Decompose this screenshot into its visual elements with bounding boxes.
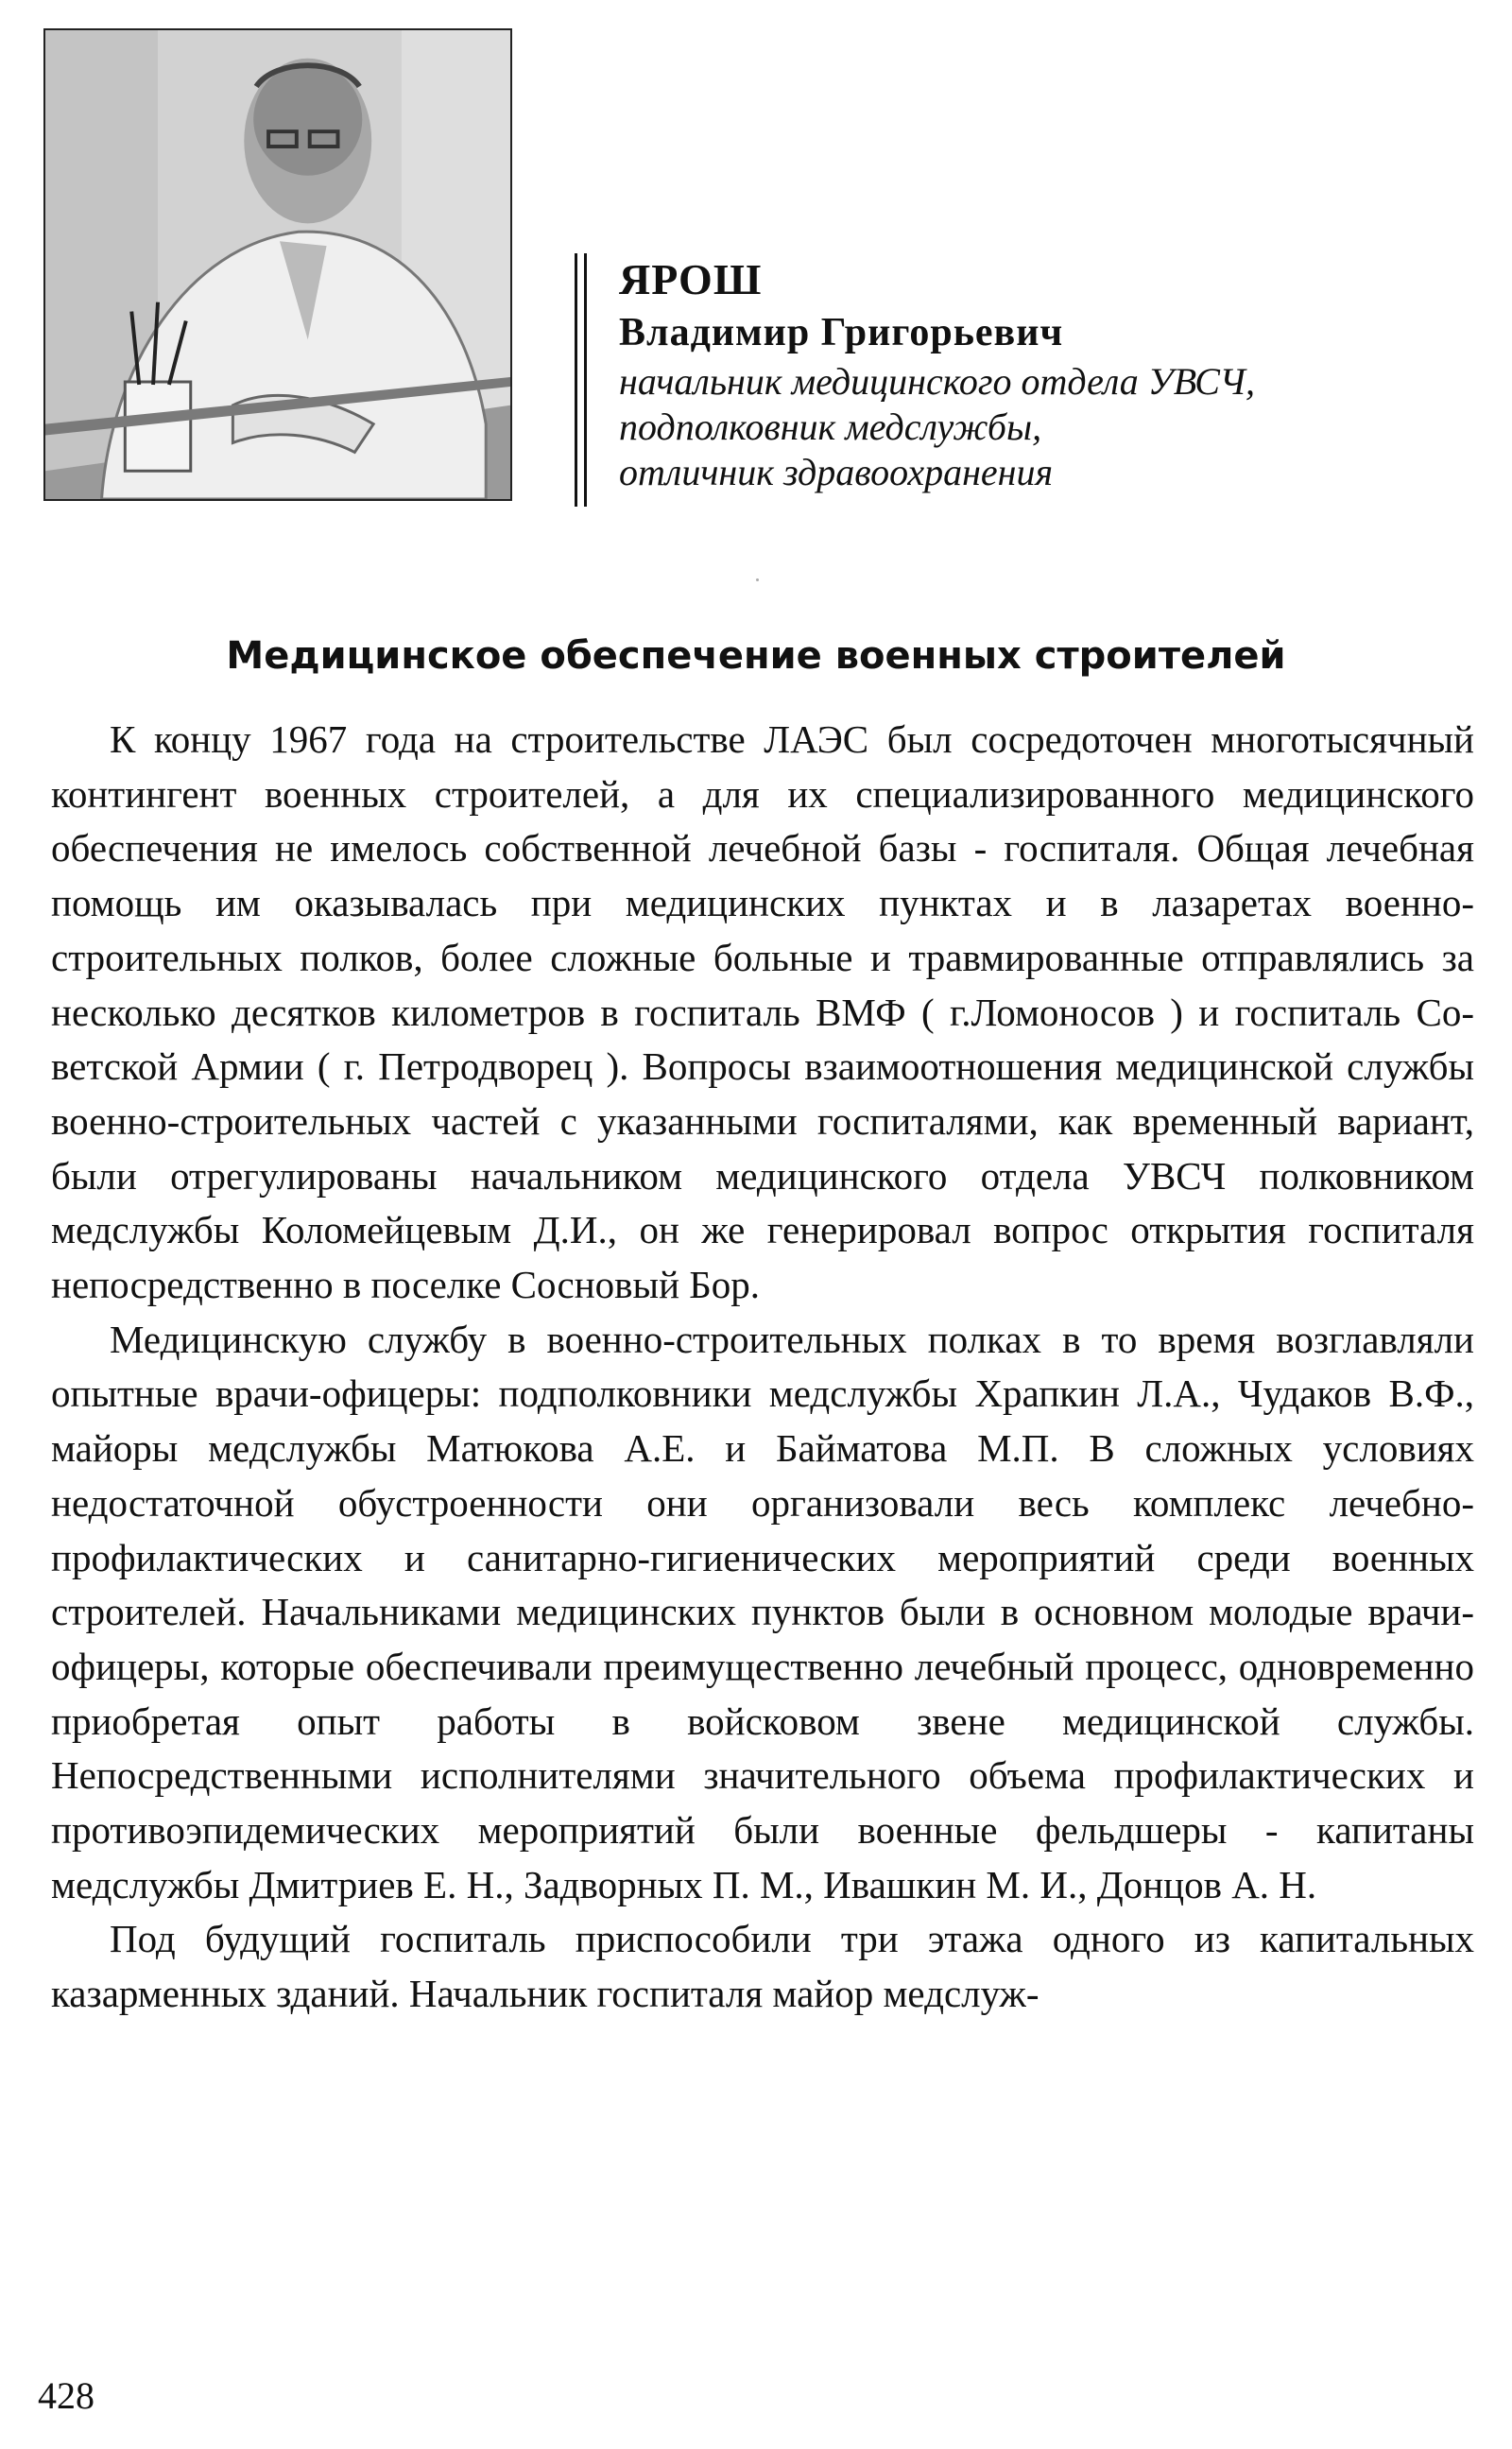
article-body <box>51 713 1474 2022</box>
author-position-line: отличник здравоохранения <box>619 451 1054 493</box>
author-surname: ЯРОШ <box>619 255 763 303</box>
vertical-rule <box>575 253 577 507</box>
author-position-line: подполковник медслужбы, <box>619 405 1042 448</box>
article-heading: Медицинское обеспечение военных строителей <box>226 634 1286 678</box>
article-paragraph: К концу 1967 года на строительстве ЛАЭС был сосредоточен многотысячный контингент военных строителей, а для их специализированного медицинского обеспечения не имелось собственной лечебной базы - госпиталя. Общая лечебная помощь им оказывалась при медицинских пунктах и в лазаретах военно-строительных полков, более сложные больные и травмированные отправлялись за несколько десятков километров в госпиталь ВМФ ( г.Ломоносов ) и госпиталь Советской Армии ( г. Петродворец ). Вопросы взаимоотношения медицинской службы военно-строительных частей с указанными госпиталями, как временный вариант, были отрегулированы начальником медицинского отдела УВСЧ полковником медслужбы Коломейцевым Д.И., он же генерировал вопрос открытия госпиталя непосредственно в поселке Сосновый Бор. <box>51 717 1474 1307</box>
author-full-name: Владимир Григорьевич <box>619 311 1064 354</box>
author-info <box>619 253 1469 495</box>
portrait-illustration <box>45 30 510 499</box>
author-photo <box>43 28 512 501</box>
page-number: 428 <box>38 2374 94 2417</box>
author-position-line: начальник медицинского отдела УВСЧ, <box>619 360 1255 403</box>
article-paragraph: Под будущий госпиталь приспособили три этажа одного из капитальных казарменных зданий. Начальник госпиталя майор медслуж- <box>51 1917 1474 2016</box>
vertical-rule <box>584 253 587 507</box>
scan-speck <box>756 578 759 581</box>
article-paragraph: Медицинскую службу в военно-строительных полках в то время возглавляли опытные врачи-офицеры: подполковники медслужбы Храпкин Л.А., Чудаков В.Ф., майоры медслужбы Матюкова А.Е. и Байматова М.П. В сложных условиях недостаточной обустроенности они организовали весь комплекс лечебно-профилактических и санитарно-гигиенических мероприятий среди военных строителей. Начальниками медицинских пунктов были в основном молодые врачи-офицеры, которые обеспечивали преимущественно лечебный процесс, одновременно приобретая опыт работы в войсковом звене медицинской службы. Непосредственными исполнителями значительного объема профилактических и противоэпидемических мероприятий были военные фельдшеры - капитаны медслужбы Дмитриев Е. Н., Задворных П. М., Ивашкин М. И., Донцов А. Н. <box>51 1317 1474 1906</box>
